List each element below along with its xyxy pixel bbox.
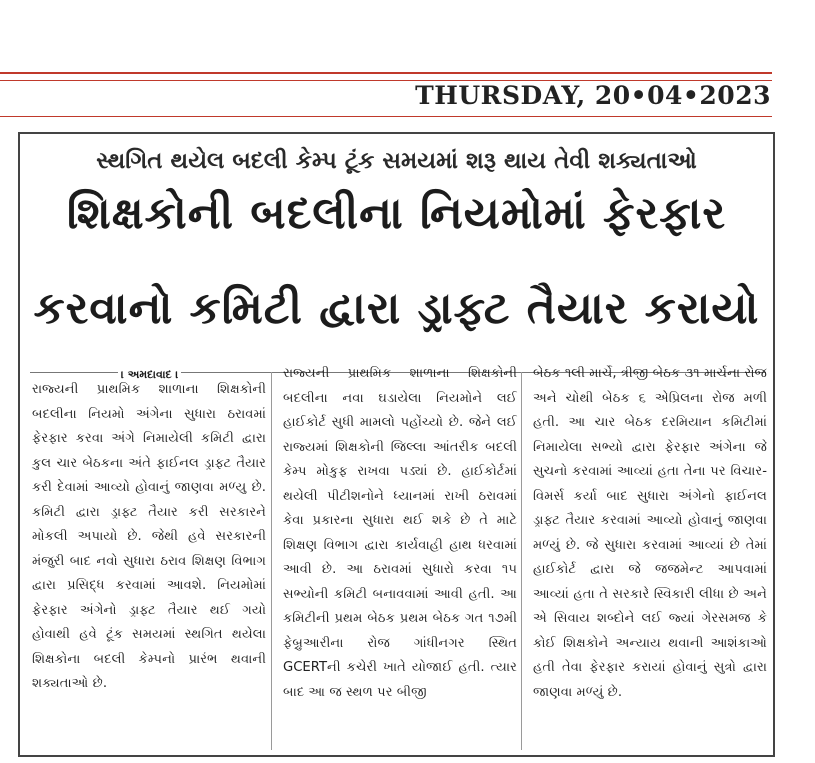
masthead-date: THURSDAY, 20•04•2023 — [415, 81, 771, 110]
masthead-rule-top — [0, 72, 772, 74]
column-1-text: રાજ્યની પ્રાથમિક શાળાના શિક્ષકોની બદલીના નિયમો અંગેના સુધારા ઠરાવમાં ફેરફાર કરવા અંગે નિમાયેલી કમિટી દ્વારા કુલ ચાર બેઠકના અંતે ફાઈનલ ડ્રાફ્ટ તૈયાર કરી દેવામાં આવ્યો હોવાનું જાણવા મળ્યુ છે. કમિટી દ્વારા ડ્રાફ્ટ તૈયાર કરી સરકારને મોકલી અપાયો છે. જેથી હવે સરકારની મંજુરી બાદ નવો સુધારા ઠરાવ શિક્ષણ વિભાગ દ્વારા પ્રસિદ્ધ કરવામાં આવશે. નિયમોમાં ફેરફાર અંગેનો ડ્રાફ્ટ તૈયાર થઈ ગયો હોવાથી હવે ટૂંક સમયમાં સ્થગિત થયેલા શિક્ષકોના બદલી કેમ્પનો પ્રારંભ થવાની શક્યતાઓ છે. — [32, 382, 266, 691]
column-separator-1 — [271, 372, 272, 750]
column-2-text: રાજ્યની પ્રાથમિક શાળાના શિક્ષકોની બદલીના નવા ઘડાયેલા નિયમોને લઈ હાઈકોર્ટ સુધી મામલો પહોંચ્યો છે. જેને લઈ રાજ્યમાં શિક્ષકોની જિલ્લા આંતરીક બદલી કેમ્પ મોકુફ રાખવા પડ્યાં છે. હાઈકોર્ટમાં થયેલી પીટીશનોને ધ્યાનમાં રાખી ઠરાવમાં કેવા પ્રકારના સુધારા થઈ શકે છે તે માટે શિક્ષણ વિભાગ દ્વારા કાર્યવાહી હાથ ધરવામાં આવી છે. આ ઠરાવમાં સુધારો કરવા ૧૫ સભ્યોની કમિટી બનાવવામાં આવી હતી. આ કમિટીની પ્રથમ બેઠક પ્રથમ બેઠક ગત ૧૭મી ફેબ્રુઆરીના રોજ ગાંધીનગર સ્થિત GCERTની કચેરી ખાતે યોજાઈ હતી. ત્યાર બાદ આ જ સ્થળ પર બીજી — [283, 366, 517, 700]
date-rule — [0, 116, 772, 117]
article-kicker: સ્થગિત થયેલ બદલી કેમ્પ ટૂંક સમયમાં શરૂ થાય તેવી શક્યતાઓ — [96, 148, 697, 174]
article-column-1 — [32, 378, 266, 697]
headline-line-2: કરવાનો કમિટી દ્વારા ડ્રાફ્ટ તૈયાર કરાયો — [33, 283, 760, 334]
column-3-text: બેઠક ૧લી માર્ચે, ત્રીજી બેઠક ૩૧ માર્ચના રોજ અને ચોથી બેઠક ૬ એપ્રિલના રોજ મળી હતી. આ ચાર બેઠક દરમિયાન કમિટીમાં નિમાયેલા સભ્યો દ્વારા ફેરફાર અંગેના જે સુચનો કરવામાં આવ્યાં હતા તેના પર વિચાર-વિમર્સ કર્યા બાદ સુધારા અંગેનો ફાઈનલ ડ્રાફ્ટ તૈયાર કરવામાં આવ્યો હોવાનું જાણવા મળ્યું છે. જે સુધારા કરવામાં આવ્યાં છે તેમાં હાઈકોર્ટ દ્વારા જે જજમેન્ટ આપવામાં આવ્યાં હતા તે સરકારે સ્વિકારી લીધા છે અને એ સિવાય શબ્દોને લઈ જ્યાં ગેરસમજ કે કોઈ શિક્ષકોને અન્યાય થવાની આશંકાઓ હતી તેવા ફેરફાર કરાયાં હોવાનું સુત્રો દ્વારા જાણવા મળ્યું છે. — [533, 366, 767, 700]
headline-line-1: શિક્ષકોની બદલીના નિયમોમાં ફેરફાર — [66, 188, 727, 239]
article-column-2 — [283, 362, 517, 705]
article-column-3 — [533, 362, 767, 705]
column-separator-2 — [521, 372, 522, 750]
byline: । અમદાવાદ । — [118, 368, 181, 382]
